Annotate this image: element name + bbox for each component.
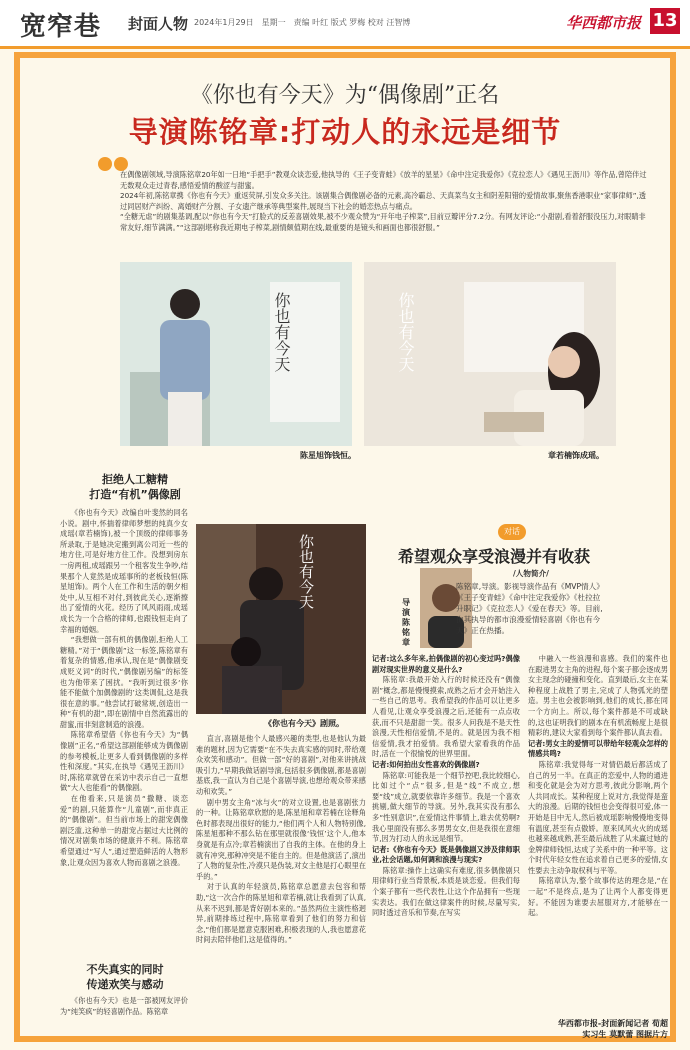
interview-answer: 中融入一些浪漫和喜感。我们的案件也在跟进男女主角的进程,每个案子都会逐成男女主现念的碰撞和变化。直到最后,女主在某种程度上战胜了男主,完成了人物弧光的塑造。男主也会被影响到,他们的成长,都在同一个方向上。所以,每个案件都是不可或缺的,这也证明我们的剧本在有机流畅度上是很精彩的,建议大家看到每个案件都认真去看。: [528, 654, 668, 738]
title-line-2: 导演陈铭章:打动人的永远是细节: [128, 115, 562, 149]
photo-caption: 《你也有今天》剧照。: [264, 719, 344, 728]
page-number: 13: [650, 8, 680, 34]
photo-chen-xingxu: [120, 262, 352, 446]
intro-paragraph: “全糖无虐”的剧集基调,配以“你也有今天”打脸式的反差喜剧效果,被不少观众赞为“开年电子榨菜”,目前豆瓣评分7.2分。有网友评论:“小甜剧,看着舒服没压力,对眼睛非常友好,细节满满。”“这部剧堪称我近期电子榨菜,剧情颇值期在线,最重要的是镜头和画面也都很舒服。”: [120, 212, 646, 232]
interview-question: 记者:如何拍出女性喜欢的偶像剧?: [372, 759, 480, 769]
interview-answer: 陈铭章:操作上这确实有难度,很多偶像剧只用律师行业当背景板,本质是谈恋爱。但我们每个案子都有一些代表性,让这个作品拥有一些现实表达。我们在做这律案件的时候,尽量写实,同时透过音乐和节奏,在写实: [372, 865, 520, 918]
byline-line: 实习生 莫默蕾 图据片方: [582, 1030, 668, 1039]
heading-line: 拒绝人工糖精: [102, 473, 168, 486]
byline: [518, 1018, 668, 1040]
interview-question: 记者:男女主的爱情可以带给年轻观众怎样的情感共鸣?: [528, 738, 668, 759]
photo-zhang-ruonan: [364, 262, 616, 446]
title-line-1: 《你也有今天》为“偶像剧”正名: [190, 83, 500, 108]
body-paragraph: 剧中男女主角“冰与火”的对立设置,也是喜剧张力的一种。让陈铭章欣慰的是,陈星旭和章若楠在诠释角色时都表现出很好的能力,“他们两个人和人物特别像,陈星旭那种不那么钻在那里就很像‘钱恒’这个人,他本身就是有点冷;章若楠演出了自我的主体。在他的身上就有冲突,那种冲突是不能自主的。但是他演活了,演出了人物的复杂性,冷漠只是伪装,对女主他是打心眼里在乎的。”: [196, 797, 366, 881]
newspaper-logo: 华西都市报: [566, 14, 642, 32]
photo-caption: 章若楠饰成瑶。: [548, 451, 604, 460]
bio-box: [456, 568, 606, 636]
interview-column-2: [528, 654, 668, 919]
article-frame: [14, 52, 676, 1042]
interview-question: 记者:这么多年来,拍偶像剧的初心变过吗?偶像剧对现实世界的意义是什么?: [372, 654, 520, 674]
interview-heading: 希望观众享受浪漫并有收获: [398, 547, 591, 566]
heading-line: 打造“有机”偶像剧: [89, 488, 181, 501]
interview-answer: 陈铭章:我觉得每一对情侣最后都活成了自己的另一半。在真正的恋爱中,人物的通进和变化就是会为对方思考,彼此分影响,两个人共同成长。某种程度上说对方,我觉得是蛮大的浪漫。后期的钱恒也会变得很可爱,体一开始是目中无人,然后被成瑶影响慢慢地变得有温度,甚至有点傲娇。原来风风火火的成瑶也越来越成熟,甚至最后战胜了从未赢过她的金牌律师钱恒,达成了关系中的一种平等。这个时代年轻女性在追求着自己更多的爱情,女性要去主动争取权利与平等。: [528, 759, 668, 875]
body-paragraph: 陈铭章希望借《你也有今天》为“偶像剧”正名,“希望这部剧能够成为偶像剧的参考模板,让更多人看到偶像剧的多样性和深度。”其实,在执导《遇见王沥川》时,陈铭章就曾在采访中表示自己一直想做“大人也能看”的偶像剧。: [60, 730, 188, 793]
interview-answer: 陈铭章认为,整个故事传达的理念是,“在一起”不是终点,是为了让两个人都变得更好。不能因为谁要去屈服对方,才能够在一起。: [528, 876, 668, 918]
byline-line: 华西都市报-封面新闻记者 荀超: [557, 1019, 668, 1028]
left-column-body-2: [60, 996, 188, 1017]
photo-drama-still: [196, 524, 366, 714]
left-column-body: [60, 508, 188, 868]
photo-illustration: [196, 524, 366, 714]
intro-paragraph: 在偶像剧领域,导演陈铭章20年如一日地“手把手”教观众谈恋爱,他执导的《王子变青蛙》《放羊的星星》《命中注定我爱你》《克拉恋人》《遇见王沥川》等作品,曾陪伴过无数观众走过青春,感悟爱情的酸涩与甜蜜。: [120, 170, 647, 190]
section-name: 宽窄巷: [20, 12, 102, 42]
bio-title: /人物简介/: [513, 569, 549, 578]
middle-column-body: [196, 734, 366, 946]
issue-meta: 2024年1月29日 星期一 责编 叶红 版式 罗梅 校对 汪智博: [194, 18, 411, 27]
body-paragraph: “我想做一部有机的偶像剧,拒绝人工糖精。”对于“偶像剧”这一标签,陈铭章有着复杂的情感,他承认,现在是“偶像剧变成贬义词”的时代,“偶像剧另编”的标签也为他带来了困扰。“我听到过很多‘你能不能做个加偶像剧的’这类调侃,这是我很在意的事。”他尝试打破常规,创造出一种“有机的甜”,即在剧情中自然流露出的甜蜜,而非刻意制造的浪漫。: [60, 635, 188, 729]
portrait-caption: 导演陈铭章: [402, 598, 410, 647]
photo-caption: 陈星旭饰钱恒。: [300, 451, 356, 460]
show-title-art: 你也有今天: [297, 534, 315, 609]
subsection-name: 封面人物: [128, 15, 189, 33]
body-paragraph: 在他看来,只是演员“撒糖、谈恋爱”的剧,只能算作“儿童剧”,而非真正的“偶像剧”。但当前市场上的甜宠偶像剧泛滥,这种单一的甜宠占据过大比例的情况对剧集市场的健康并不利。陈铭章希望通过“写人”,通过塑造鲜活的人物形象,让观众因为喜欢人物而喜剧之浪漫。: [60, 794, 188, 867]
interview-answer: 陈铭章:我最开始入行的时候还没有“偶像剧”概念,都是慢慢摸索,成熟之后才会开始注入一些自己的思考。我希望我的作品可以让更多人看见,让观众享受浪漫之后,还能有一点点收获,而不只是甜甜一笑。很多人问我是不是天性浪漫,天性相信爱情,不是的。就是因为我不相信爱情,我才拍爱情。我希望大家看我的作品时,活在一个很愉悦的世界里面。: [372, 675, 520, 759]
masthead: [0, 0, 690, 49]
left-section-heading-2: [60, 962, 190, 992]
show-title-art: 你也有今天: [272, 292, 291, 372]
intro-paragraph: 2024年初,陈铭章携《你也有今天》重返荧屏,引发众多关注。该剧集合偶像剧必备的元素,高冷霸总、天真菜鸟女主和阴差阳错的爱情故事,聚焦香港职业“家事律师”,透过同居财产纠纷、离婚财产分割、子女遗产继承等典型案件,展现当下社会的婚恋热点与痛点。: [120, 191, 646, 211]
heading-line: 传递欢笑与感动: [86, 978, 164, 991]
photo-illustration: [120, 262, 352, 446]
body-paragraph: 《你也有今天》也是一部被网友评价为“纯笑疯”的轻喜剧作品。陈铭章: [60, 996, 188, 1016]
body-paragraph: 直言,喜剧是他个人最感兴趣的类型,也是他认为最难的题材,因为它需要“在不失去真实感的同时,带给观众欢笑和感动”。但做一部“好的喜剧”,对他来讲挑战吸引力,“早期我做话剧导演,包括很多偶像剧,都是喜剧基底,我一直认为自己是个喜剧导演,也想给观众带来感动和欢笑。”: [196, 734, 366, 796]
bio-text: 陈铭章,导演。影视导演作品有《MVP情人》《王子变青蛙》《命中注定我爱你》《杜拉拉升职记》《克拉恋人》《爱在春天》等。目前,由其执导的都市浪漫爱情轻喜剧《你也有今天》正在热播。: [456, 582, 604, 635]
interview-tag: 对话: [498, 524, 526, 540]
heading-line: 不失真实的同时: [86, 963, 164, 976]
article-panel: [20, 58, 670, 1039]
body-paragraph: 《你也有今天》改编自叶斐然的同名小说。剧中,怀揣着律师梦想的纯真少女成瑶(章若楠饰),被一个顶级的律师事务所录取,于是她决定搬到离公司近一些的地方住,可是好地方住工作。没想到房东一房两租,成瑶跟另一个租客发生争吵,结果那个人竟然是成瑶事所的老板钱恒(陈星旭饰)。两个人在工作和生活的朝夕相处中,从互相不对付,到彼此关心,逐渐擦出了爱情的火花。经历了风风雨雨,成瑶成长为一个合格的律师,也跟钱恒走向了幸福的婚姻。: [60, 508, 188, 634]
body-paragraph: 对于认真的年轻演员,陈铭章总愿意去包容和帮助,“这一次合作的陈星旭和章若楠,就让我看到了认真,从来不迟到,都是背好剧本来的。”虽然两位主演性格迥异,前期排练过程中,陈铭章看到了他们的努力和信念,“他们都是愿意克服困难,积极表现的人,我也愿意花时间去陪伴他们,这是值得的。”: [196, 882, 366, 945]
interview-answer: 陈铭章:可能我是一个细节控吧,我比较细心,比如过个“点”很多,但是“线”不成立,想要“线”成立,就要依靠许多细节。我是一个喜欢挑剔,做大细节的导演。另外,我其实没有那么多“性别意识”,在爱情这件事情上,谁去优势啊?我心里面没有那么多男男女女,但是我很在意细节,因为打动人的永远是细节。: [372, 770, 520, 844]
interview-column-1: [372, 654, 520, 919]
interview-question: 记者:《你也有今天》既是偶像剧又涉及律师职业,社会话题,如何调和浪漫与现实?: [372, 844, 520, 865]
left-section-heading: [60, 472, 210, 502]
show-title-art: 你也有今天: [396, 292, 415, 372]
article-intro: [120, 170, 650, 233]
